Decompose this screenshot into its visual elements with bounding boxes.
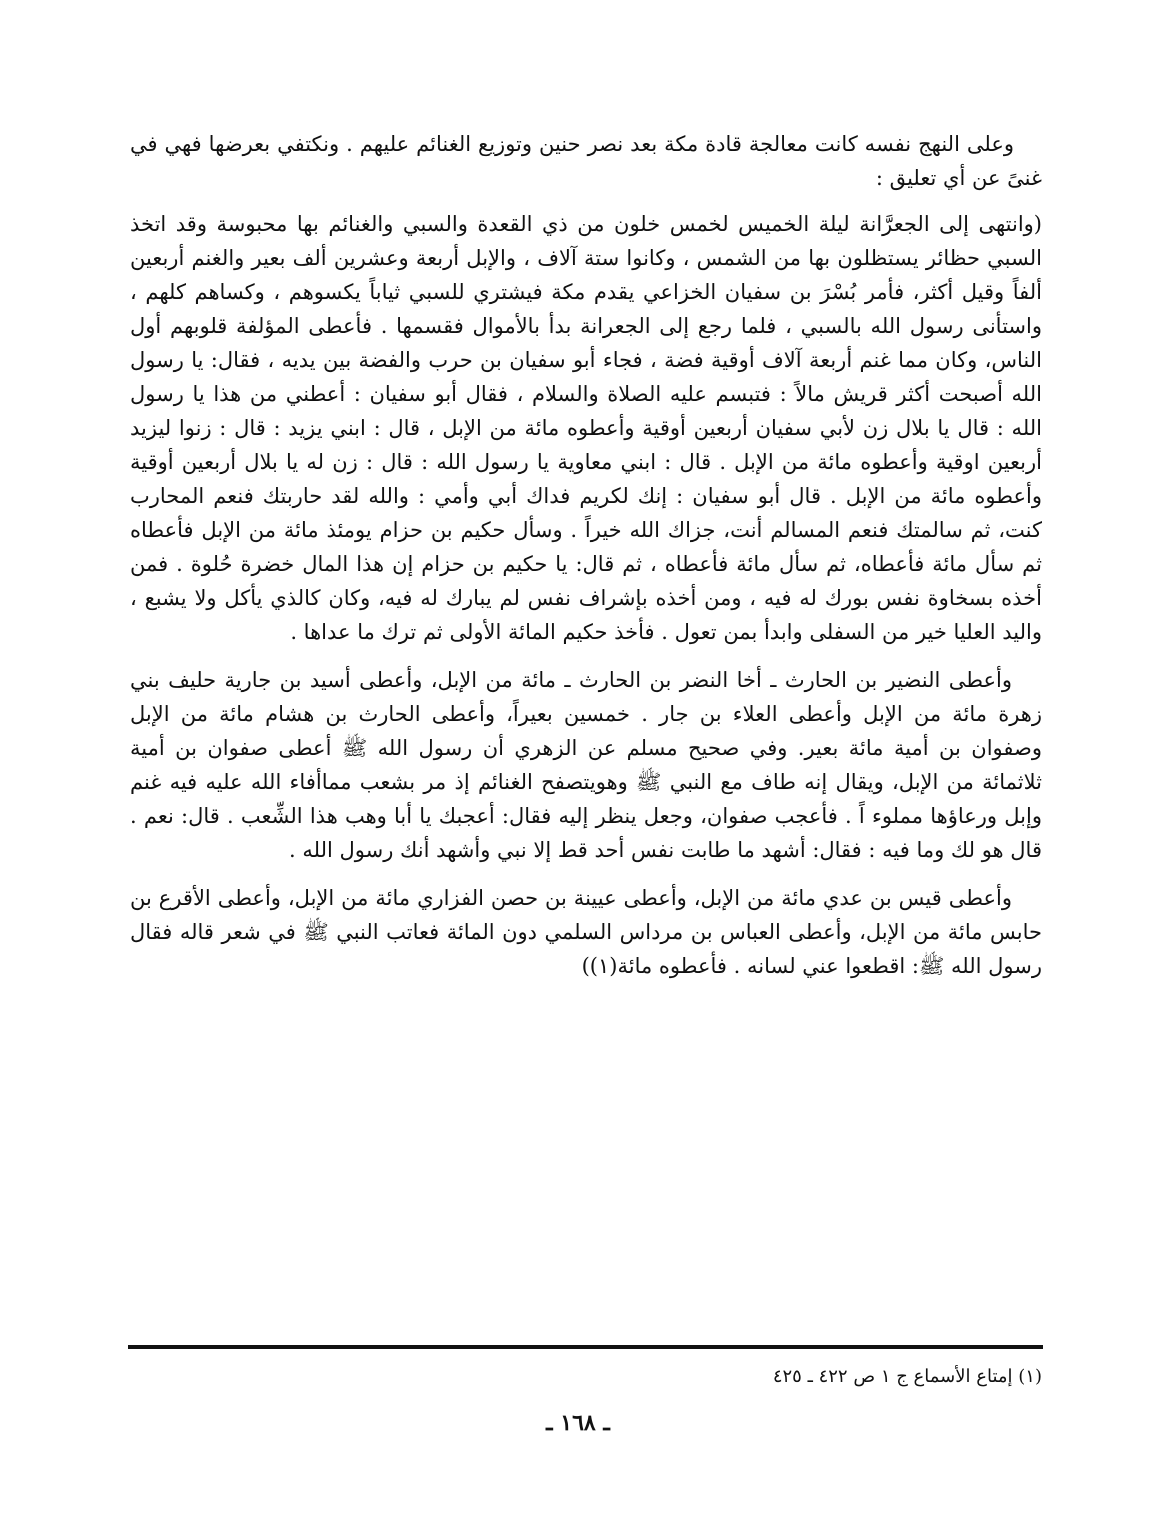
footnote: (١) إمتاع الأسماع ج ١ ص ٤٢٢ ـ ٤٢٥ xyxy=(772,1366,1042,1387)
footnote-divider xyxy=(128,1345,1043,1349)
main-text xyxy=(130,127,1042,997)
page-number: ـ ١٦٨ ـ xyxy=(546,1410,610,1436)
intro-paragraph: وعلى النهج نفسه كانت معالجة قادة مكة بعد نصر حنين وتوزيع الغنائم عليهم . ونكتفي بعرضها فهي في غنىً عن أي تعليق : xyxy=(130,132,1042,190)
quoted-narrative-paragraph: (وانتهى إلى الجعرَّانة ليلة الخميس لخمس خلون من ذي القعدة والسبي والغنائم بها محبوسة وقد اتخذ السبي حظائر يستظلون بها من الشمس ، وكانوا ستة آلاف ، والإبل أربعة وعشرين ألف بعير والغنم أربعين ألفاً وقيل أكثر، فأمر بُسْرَ بن سفيان الخزاعي يقدم مكة فيشتري للسبي ثياباً يكسوهم ، وكساهم كلهم ، واستأنى رسول الله بالسبي ، فلما رجع إلى الجعرانة بدأ بالأموال فقسمها . فأعطى المؤلفة قلوبهم أول الناس، وكان مما غنم أربعة آلاف أوقية فضة ، فجاء أبو سفيان بن حرب والفضة بين يديه ، فقال: يا رسول الله أصبحت أكثر قريش مالاً : فتبسم عليه الصلاة والسلام ، فقال أبو سفيان : أعطني من هذا يا رسول الله : قال يا بلال زن لأبي سفيان أربعين أوقية وأعطوه مائة من الإبل ، قال : ابني يزيد : قال : زنوا ليزيد أربعين اوقية وأعطوه مائة من الإبل . قال : ابني معاوية يا رسول الله : قال : زن له يا بلال أربعين أوقية وأعطوه مائة من الإبل . قال أبو سفيان : إنك لكريم فداك أبي وأمي : والله لقد حاربتك فنعم المحارب كنت، ثم سالمتك فنعم المسالم أنت، جزاك الله خيراً . وسأل حكيم بن حزام يومئذ مائة من الإبل فأعطاه ثم سأل مائة فأعطاه، ثم سأل مائة فأعطاه ، ثم قال: يا حكيم بن حزام إن هذا المال خضرة حُلوة . فمن أخذه بسخاوة نفس بورك له فيه ، ومن أخذه بإشراف نفس لم يبارك له فيه، وكان كالذي يأكل ولا يشبع ، واليد العليا خير من السفلى وابدأ بمن تعول . فأخذ حكيم المائة الأولى ثم ترك ما عداها . xyxy=(130,212,1042,644)
gifts-paragraph: وأعطى النضير بن الحارث ـ أخا النضر بن الحارث ـ مائة من الإبل، وأعطى أسيد بن جارية حليف بني زهرة مائة من الإبل وأعطى العلاء بن جار . خمسين بعيراً، وأعطى الحارث بن هشام مائة من الإبل وصفوان بن أمية مائة بعير. وفي صحيح مسلم عن الزهري أن رسول الله ﷺ أعطى صفوان بن أمية ثلاثمائة من الإبل، ويقال إنه طاف مع النبي ﷺ وهويتصفح الغنائم إذ مر بشعب مماأفاء الله عليه فيه غنم وإبل ورعاؤها مملوء اً . فأعجب صفوان، وجعل ينظر إليه فقال: أعجبك يا أبا وهب هذا الشِّعب . قال: نعم . قال هو لك وما فيه : فقال: أشهد ما طابت نفس أحد قط إلا نبي وأشهد أنك رسول الله . xyxy=(130,668,1042,862)
closing-paragraph: وأعطى قيس بن عدي مائة من الإبل، وأعطى عيينة بن حصن الفزاري مائة من الإبل، وأعطى الأقرع بن حابس مائة من الإبل، وأعطى العباس بن مرداس السلمي دون المائة فعاتب النبي ﷺ في شعر قاله فقال رسول الله ﷺ: اقطعوا عني لسانه . فأعطوه مائة(١)) xyxy=(130,886,1042,978)
